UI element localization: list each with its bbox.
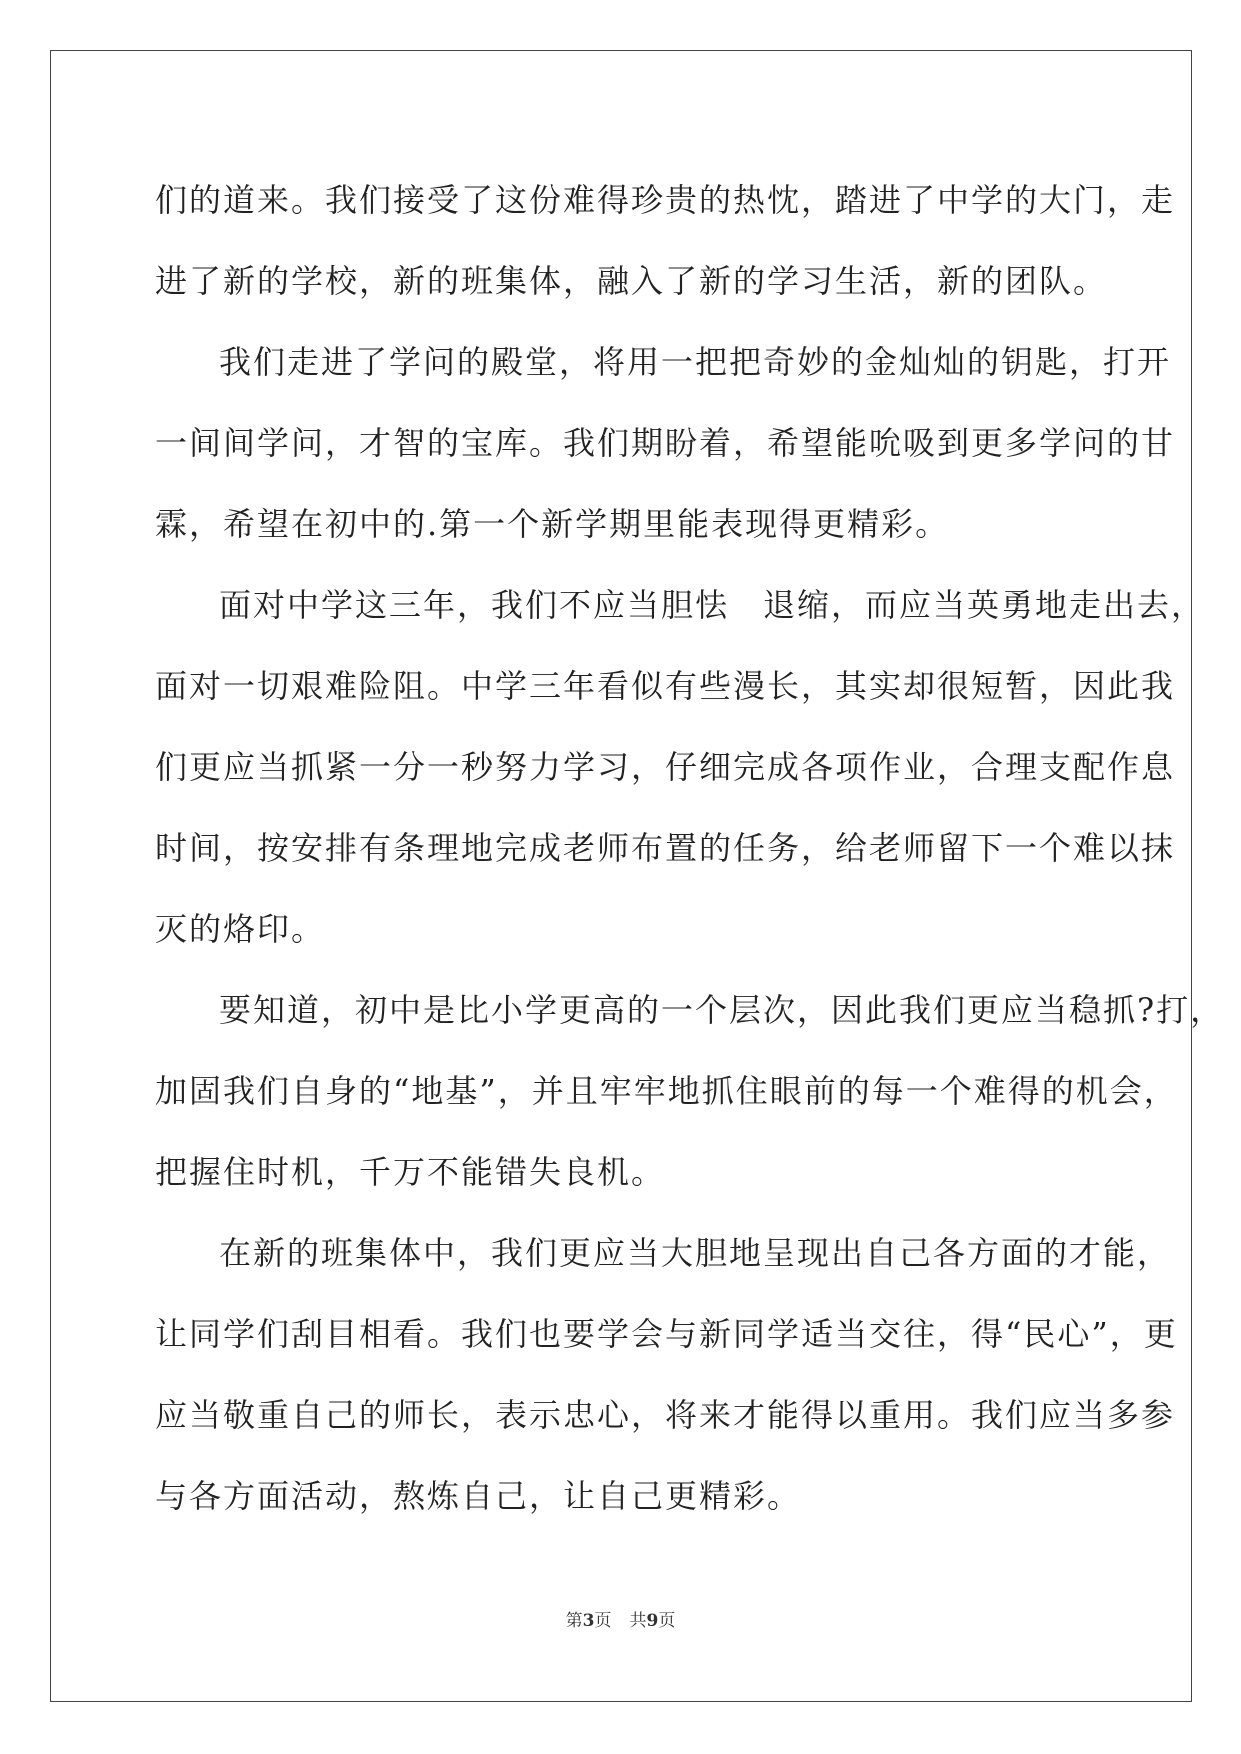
text-line: 们更应当抓紧一分一秒努力学习，仔细完成各项作业，合理支配作息 [155, 748, 1176, 786]
total-suffix: 页 [658, 1611, 676, 1631]
total-prefix: 共 [629, 1611, 647, 1631]
document-body [155, 160, 1225, 1537]
text-line: 应当敬重自己的师长，表示忠心，将来才能得以重用。我们应当多参 [155, 1396, 1176, 1434]
text-line: 加固我们自身的“地基”，并且牢牢地抓住眼前的每一个难得的机会， [155, 1072, 1178, 1110]
total-pages: 9 [646, 1611, 659, 1631]
paragraph-first-line: 要知道，初中是比小学更高的一个层次，因此我们更应当稳抓?打， [219, 991, 1225, 1029]
text-line: 时间，按安排有条理地完成老师布置的任务，给老师留下一个难以抹 [155, 829, 1176, 867]
text-line: 进了新的学校，新的班集体，融入了新的学习生活，新的团队。 [155, 262, 1108, 300]
paragraph-first-line: 在新的班集体中，我们更应当大胆地呈现出自己各方面的才能， [219, 1234, 1172, 1272]
page-number: 3 [582, 1611, 595, 1631]
text-line: 霖，希望在初中的.第一个新学期里能表现得更精彩。 [155, 505, 950, 543]
text-line: 让同学们刮目相看。我们也要学会与新同学适当交往，得“民心”，更 [155, 1315, 1178, 1353]
paragraph-first-line: 我们走进了学问的殿堂，将用一把把奇妙的金灿灿的钥匙，打开 [219, 343, 1172, 381]
page-prefix: 第 [565, 1611, 583, 1631]
text-line: 灭的烙印。 [155, 910, 326, 948]
text-line: 一间间学问，才智的宝库。我们期盼着，希望能吮吸到更多学问的甘 [155, 424, 1176, 462]
paragraph-first-line: 面对中学这三年，我们不应当胆怯 退缩，而应当英勇地走出去， [219, 586, 1206, 624]
text-line: 与各方面活动，熬炼自己，让自己更精彩。 [155, 1477, 802, 1515]
text-line: 把握住时机，千万不能错失良机。 [155, 1153, 666, 1191]
text-line: 面对一切艰难险阻。中学三年看似有些漫长，其实却很短暂，因此我 [155, 667, 1176, 705]
page-footer [0, 1606, 1241, 1631]
page-suffix: 页 [594, 1611, 612, 1631]
text-line: 们的道来。我们接受了这份难得珍贵的热忱，踏进了中学的大门，走 [155, 181, 1176, 219]
